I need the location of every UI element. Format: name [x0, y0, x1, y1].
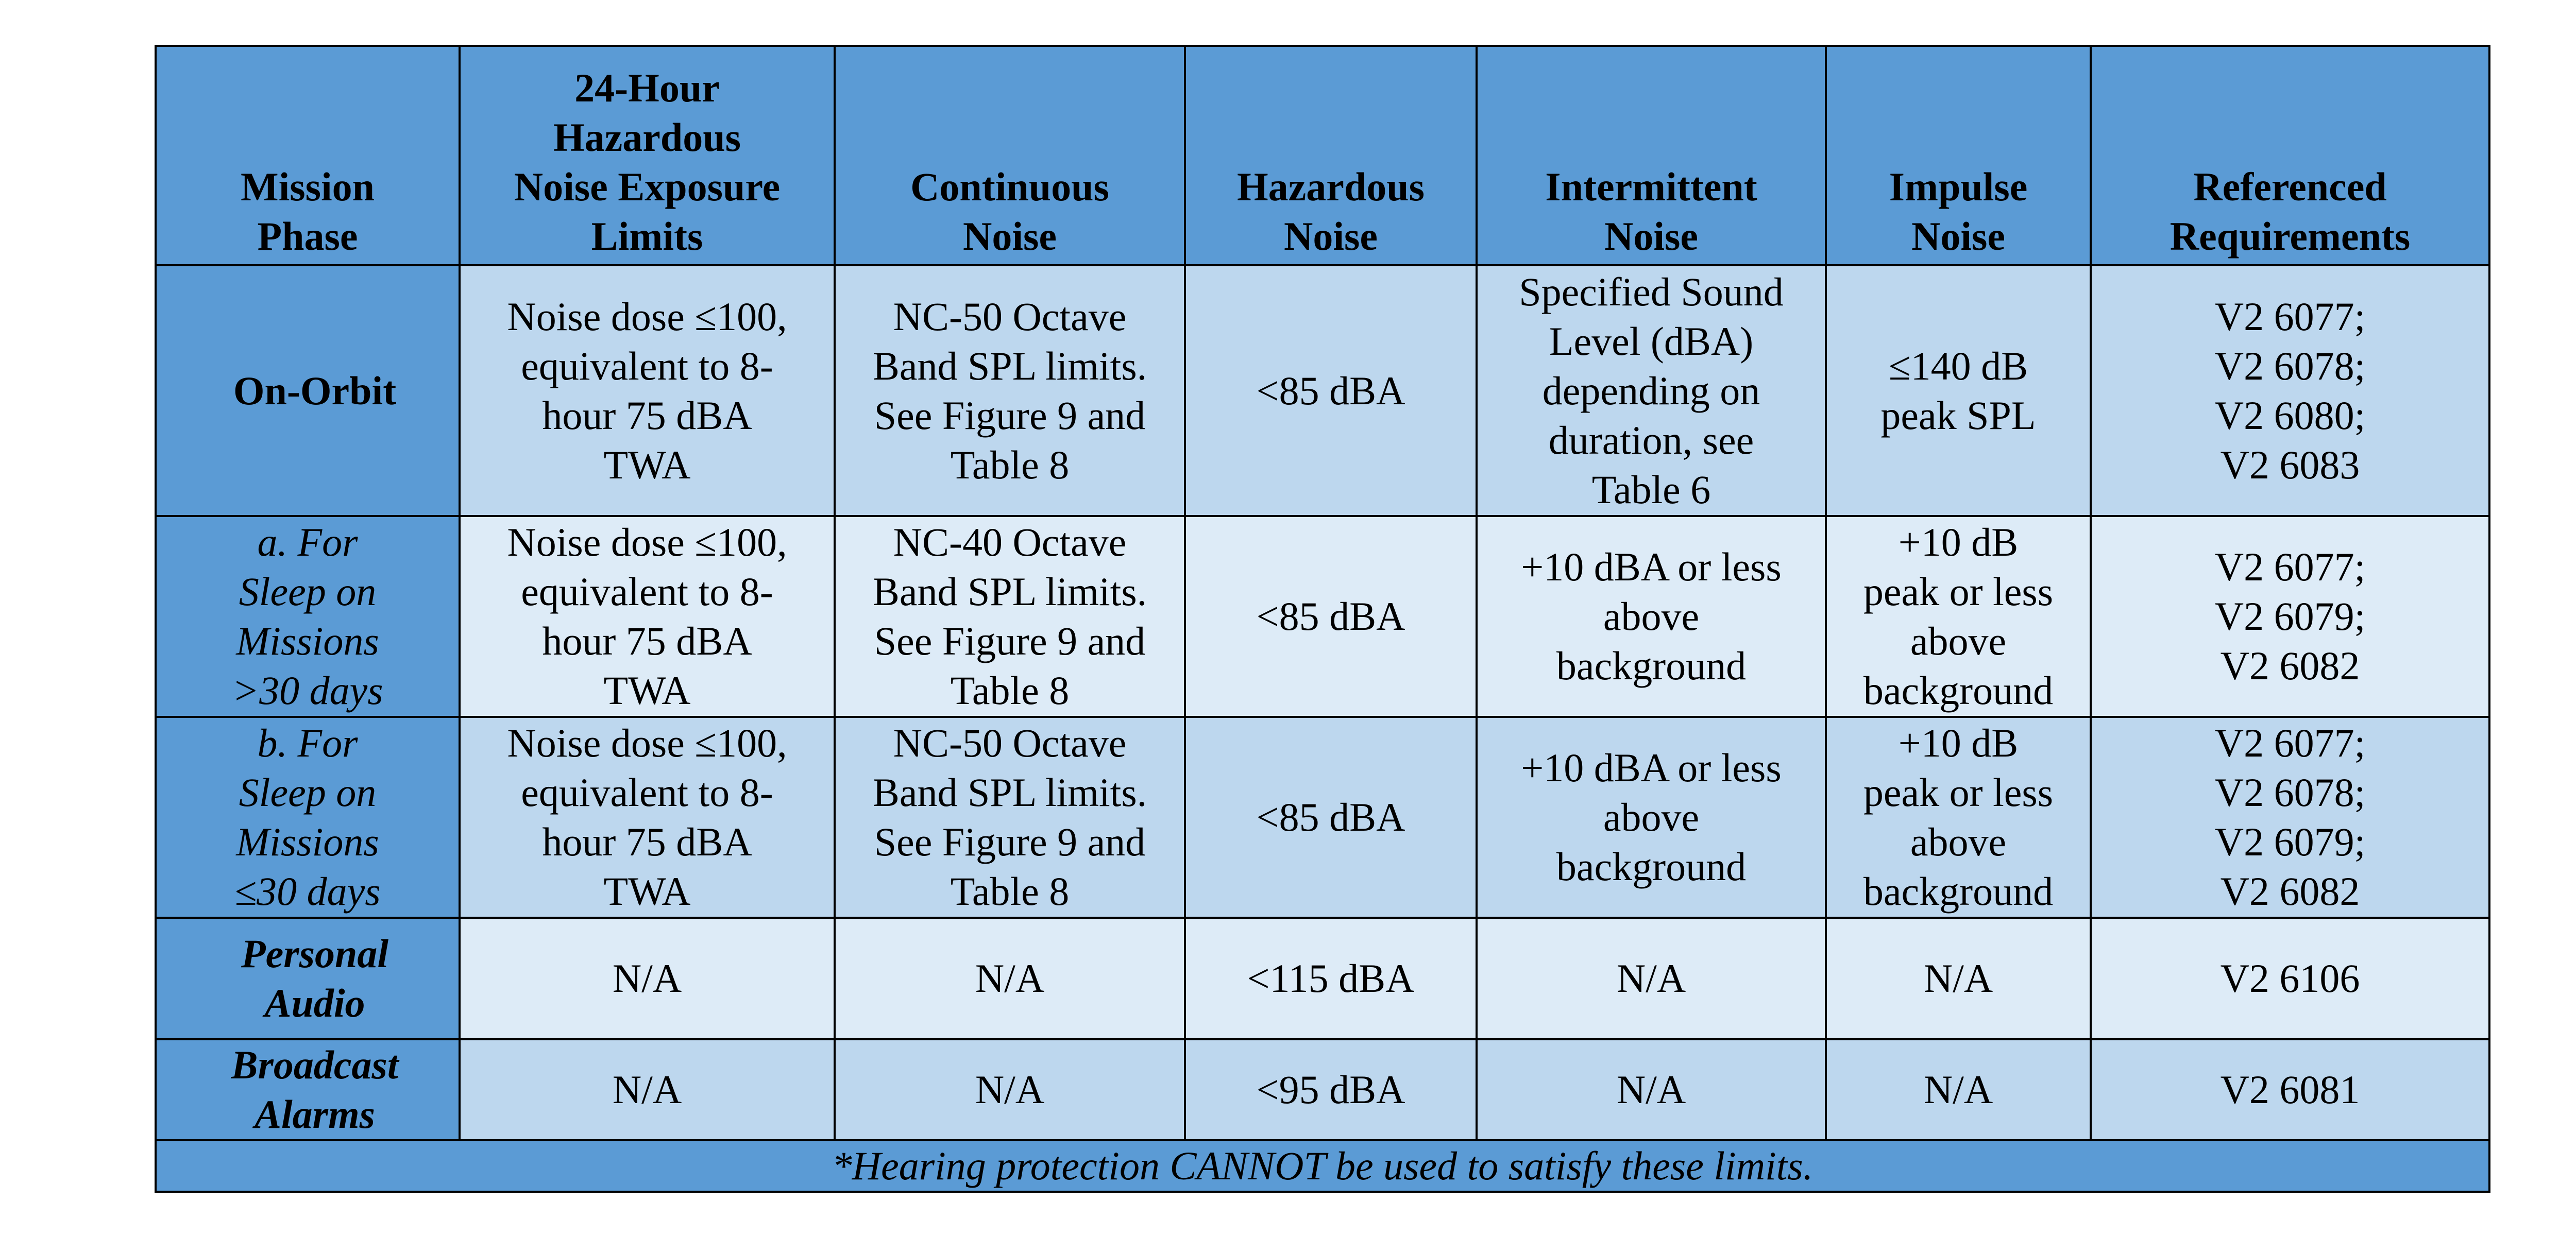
cell-text-line: Missions — [236, 619, 379, 663]
table-row-broadcast-alarms — [156, 1039, 2489, 1140]
cell-text-line: TWA — [603, 869, 691, 914]
cell-text-line: Noise dose ≤100, — [507, 520, 787, 564]
cell-text-line: See Figure 9 and — [874, 819, 1146, 864]
impulse-noise-cell: N/A — [1826, 1039, 2091, 1140]
intermittent-noise-cell: N/A — [1477, 918, 1826, 1039]
cell-text-line: +10 dB — [1898, 720, 2019, 765]
cell-text-line: peak or less — [1863, 569, 2054, 614]
cell-text-line: NC-40 Octave — [893, 520, 1127, 564]
impulse-noise-cell: N/A — [1826, 918, 2091, 1039]
hazardous-noise-cell — [1185, 516, 1477, 717]
cell-text-line: Personal — [241, 931, 389, 976]
cell-text-line: peak SPL — [1880, 392, 2036, 438]
cell-text-line: Missions — [236, 819, 379, 864]
table-row-sleep-over-30-days — [156, 516, 2489, 717]
mission-phase-cell — [156, 516, 460, 717]
cell-text-line: b. For — [257, 720, 358, 765]
cell-text-line: Band SPL limits. — [872, 343, 1147, 388]
intermittent-noise-cell — [1477, 717, 1826, 918]
header-text-line: Noise — [1284, 214, 1378, 259]
cell-text-line: depending on — [1542, 368, 1760, 413]
impulse-noise-cell — [1826, 265, 2091, 516]
header-referenced-requirements — [2091, 46, 2489, 265]
intermittent-noise-cell: N/A — [1477, 1039, 1826, 1140]
cell-text-line: background — [1556, 643, 1747, 688]
header-24h-hazardous-limits — [460, 46, 835, 265]
cell-text-line: <85 dBA — [1256, 368, 1405, 413]
header-text-line: Noise Exposure — [514, 164, 781, 209]
mission-phase-cell — [156, 1039, 460, 1140]
impulse-noise-cell — [1826, 516, 2091, 717]
referenced-requirements-cell — [2091, 516, 2489, 717]
cell-text-line: background — [1556, 844, 1747, 889]
cell-text-line: Noise dose ≤100, — [507, 720, 787, 765]
hazardous-noise-cell: <95 dBA — [1185, 1039, 1477, 1140]
cell-text-line: <85 dBA — [1256, 795, 1405, 839]
header-text-line: 24-Hour — [574, 65, 720, 110]
header-continuous-noise — [835, 46, 1185, 265]
cell-text-line: V2 6077; — [2214, 294, 2366, 339]
cell-text-line: background — [1863, 668, 2054, 713]
cell-text-line: hour 75 dBA — [542, 819, 752, 864]
cell-text-line: above — [1910, 619, 2007, 663]
header-text-line: Mission — [240, 164, 375, 209]
hazardous-24h-cell — [460, 265, 835, 516]
header-text-line: Hazardous — [553, 115, 741, 160]
header-hazardous-noise — [1185, 46, 1477, 265]
cell-text-line: See Figure 9 and — [874, 392, 1146, 438]
mission-phase-cell — [156, 717, 460, 918]
table-row-personal-audio — [156, 918, 2489, 1039]
intermittent-noise-cell — [1477, 516, 1826, 717]
continuous-noise-cell: N/A — [835, 918, 1185, 1039]
cell-text-line: background — [1863, 869, 2054, 914]
cell-text-line: V2 6082 — [2220, 869, 2360, 914]
referenced-requirements-cell — [2091, 717, 2489, 918]
hazardous-noise-cell: <115 dBA — [1185, 918, 1477, 1039]
cell-text-line: Sleep on — [239, 569, 377, 614]
cell-text-line: above — [1603, 795, 1700, 839]
cell-text-line: Alarms — [254, 1092, 376, 1137]
header-text-line: Noise — [963, 214, 1057, 259]
footnote-row — [156, 1140, 2489, 1192]
cell-text-line: Sleep on — [239, 770, 377, 815]
cell-text-line: equivalent to 8- — [521, 770, 773, 815]
header-text-line: Intermittent — [1545, 164, 1757, 209]
cell-text-line: NC-50 Octave — [893, 294, 1127, 339]
header-mission-phase — [156, 46, 460, 265]
cell-text-line: V2 6077; — [2214, 544, 2366, 589]
continuous-noise-cell — [835, 717, 1185, 918]
cell-text-line: TWA — [603, 442, 691, 487]
header-text-line: Noise — [1604, 214, 1698, 259]
cell-text-line: Band SPL limits. — [872, 569, 1147, 614]
impulse-noise-cell — [1826, 717, 2091, 918]
cell-text-line: ≤140 dB — [1888, 343, 2028, 388]
continuous-noise-cell: N/A — [835, 1039, 1185, 1140]
cell-text-line: +10 dBA or less — [1521, 745, 1782, 790]
cell-text-line: Table 8 — [950, 869, 1070, 914]
cell-text-line: +10 dB — [1898, 520, 2019, 564]
cell-text-line: V2 6077; — [2214, 720, 2366, 765]
cell-text-line: ≤30 days — [234, 869, 381, 914]
cell-text-line: hour 75 dBA — [542, 619, 752, 663]
cell-text-line: V2 6082 — [2220, 643, 2360, 688]
header-text-line: Impulse — [1889, 164, 2028, 209]
noise-limits-table-wrapper — [155, 45, 2488, 1193]
referenced-requirements-cell: V2 6081 — [2091, 1039, 2489, 1140]
cell-text-line: V2 6078; — [2214, 343, 2366, 388]
cell-text-line: Band SPL limits. — [872, 770, 1147, 815]
header-intermittent-noise — [1477, 46, 1826, 265]
cell-text-line: hour 75 dBA — [542, 392, 752, 438]
cell-text-line: a. For — [257, 520, 358, 564]
cell-text-line: On-Orbit — [233, 368, 397, 413]
header-text-line: Continuous — [910, 164, 1109, 209]
table-row-sleep-under-30-days — [156, 717, 2489, 918]
intermittent-noise-cell — [1477, 265, 1826, 516]
cell-text-line: See Figure 9 and — [874, 619, 1146, 663]
cell-text-line: >30 days — [232, 668, 383, 713]
hazardous-24h-cell: N/A — [460, 1039, 835, 1140]
cell-text-line: Noise dose ≤100, — [507, 294, 787, 339]
hazardous-24h-cell: N/A — [460, 918, 835, 1039]
cell-text-line: equivalent to 8- — [521, 569, 773, 614]
cell-text-line: Broadcast — [231, 1042, 399, 1087]
header-row — [156, 46, 2489, 265]
cell-text-line: TWA — [603, 668, 691, 713]
cell-text-line: Table 8 — [950, 668, 1070, 713]
cell-text-line: Specified Sound — [1519, 269, 1784, 314]
mission-phase-cell — [156, 918, 460, 1039]
header-text-line: Phase — [257, 214, 358, 259]
footnote: *Hearing protection CANNOT be used to satisfy these limits. — [156, 1140, 2489, 1192]
cell-text-line: peak or less — [1863, 770, 2054, 815]
cell-text-line: NC-50 Octave — [893, 720, 1127, 765]
noise-limits-table — [155, 45, 2490, 1193]
cell-text-line: Table 6 — [1591, 467, 1711, 512]
header-text-line: Limits — [591, 214, 703, 259]
header-impulse-noise — [1826, 46, 2091, 265]
cell-text-line: Table 8 — [950, 442, 1070, 487]
header-text-line: Hazardous — [1236, 164, 1425, 209]
mission-phase-cell — [156, 265, 460, 516]
hazardous-noise-cell — [1185, 265, 1477, 516]
header-text-line: Noise — [1911, 214, 2005, 259]
cell-text-line: V2 6079; — [2214, 819, 2366, 864]
hazardous-noise-cell — [1185, 717, 1477, 918]
cell-text-line: above — [1910, 819, 2007, 864]
hazardous-24h-cell — [460, 516, 835, 717]
table-row-on-orbit — [156, 265, 2489, 516]
cell-text-line: +10 dBA or less — [1521, 544, 1782, 589]
cell-text-line: <85 dBA — [1256, 594, 1405, 639]
cell-text-line: V2 6078; — [2214, 770, 2366, 815]
cell-text-line: V2 6083 — [2220, 442, 2360, 487]
header-text-line: Requirements — [2170, 214, 2411, 259]
cell-text-line: Level (dBA) — [1549, 318, 1754, 364]
cell-text-line: V2 6080; — [2214, 392, 2366, 438]
referenced-requirements-cell — [2091, 265, 2489, 516]
cell-text-line: equivalent to 8- — [521, 343, 773, 388]
cell-text-line: duration, see — [1548, 417, 1754, 462]
hazardous-24h-cell — [460, 717, 835, 918]
cell-text-line: above — [1603, 594, 1700, 639]
continuous-noise-cell — [835, 265, 1185, 516]
cell-text-line: Audio — [264, 981, 365, 1025]
header-text-line: Referenced — [2193, 164, 2387, 209]
referenced-requirements-cell: V2 6106 — [2091, 918, 2489, 1039]
continuous-noise-cell — [835, 516, 1185, 717]
cell-text-line: V2 6079; — [2214, 594, 2366, 639]
